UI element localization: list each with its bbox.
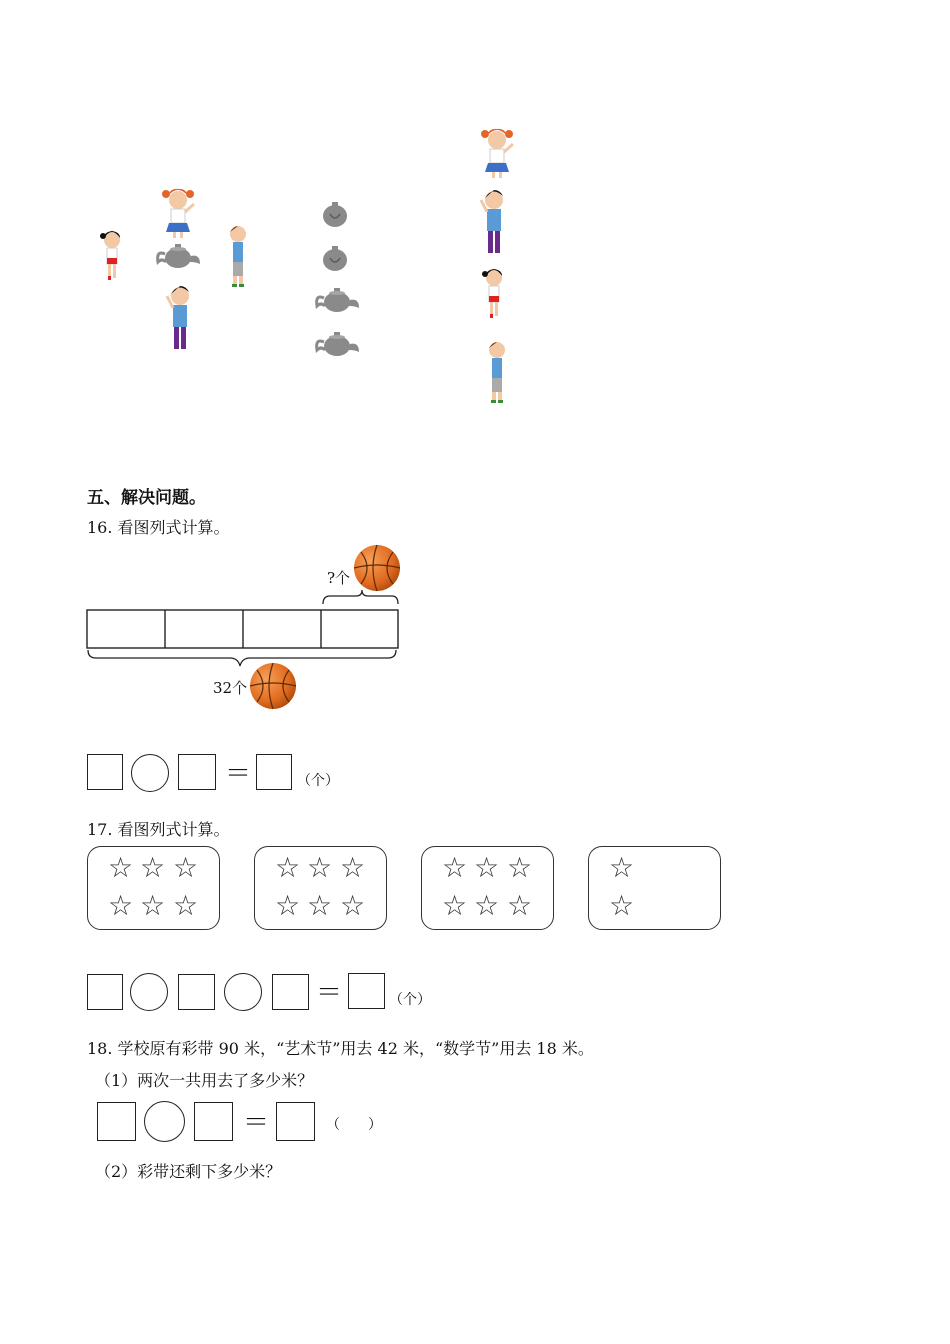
operator-circle[interactable]: [131, 754, 169, 792]
teapot-front: [323, 246, 347, 271]
boy-side: [489, 342, 505, 403]
q18-prompt: 18. 学校原有彩带 90 米，“艺术节”用去 42 米，“数学节”用去 18 米。: [87, 1039, 594, 1058]
total-label: 32个: [213, 679, 248, 697]
star-card: [254, 846, 387, 930]
star-card: [588, 846, 721, 930]
star-icon: ☆: [275, 851, 301, 884]
star-icon: ☆: [275, 889, 301, 922]
star-icon: ☆: [340, 851, 366, 884]
star-card: [421, 846, 554, 930]
star-icon: ☆: [108, 889, 134, 922]
answer-box[interactable]: [178, 754, 216, 790]
star-icon: ☆: [609, 851, 635, 884]
part-brace: [323, 590, 398, 604]
answer-box[interactable]: [276, 1102, 315, 1141]
star-icon: ☆: [173, 851, 199, 884]
answer-box[interactable]: [256, 754, 292, 790]
section-title: 五、解决问题。: [87, 488, 206, 508]
answer-box[interactable]: [348, 973, 385, 1009]
star-icon: ☆: [340, 889, 366, 922]
basketball-icon: [354, 545, 400, 591]
top-illustration: [0, 0, 950, 440]
girl-pigtails: [481, 129, 513, 178]
unit-label: （个）: [297, 773, 339, 789]
operator-circle[interactable]: [144, 1101, 185, 1142]
operator-circle[interactable]: [130, 973, 168, 1011]
star-icon: ☆: [507, 889, 533, 922]
boy-blue-shirt: [167, 286, 189, 349]
q18-sub1: （1）两次一共用去了多少米？: [95, 1071, 314, 1090]
total-brace: [88, 650, 396, 666]
star-icon: ☆: [140, 889, 166, 922]
q18-sub2: （2）彩带还剩下多少米？: [95, 1162, 282, 1181]
answer-box[interactable]: [87, 974, 123, 1010]
answer-box[interactable]: [87, 754, 123, 790]
star-icon: ☆: [474, 889, 500, 922]
star-icon: ☆: [474, 851, 500, 884]
star-icon: ☆: [507, 851, 533, 884]
q17-prompt: 17. 看图列式计算。: [87, 820, 230, 839]
star-icon: ☆: [307, 851, 333, 884]
star-icon: ☆: [108, 851, 134, 884]
answer-box[interactable]: [178, 974, 215, 1010]
boy-side: [230, 226, 246, 287]
equals-sign: ＝: [225, 759, 252, 789]
star-icon: ☆: [442, 851, 468, 884]
operator-circle[interactable]: [224, 973, 262, 1011]
teapot: [317, 288, 359, 312]
star-icon: ☆: [442, 889, 468, 922]
teapot: [317, 332, 359, 356]
star-icon: ☆: [140, 851, 166, 884]
star-icon: ☆: [609, 889, 635, 922]
teapot: [158, 244, 200, 268]
teapot-front: [323, 202, 347, 227]
star-icon: ☆: [307, 889, 333, 922]
star-card: [87, 846, 220, 930]
answer-box[interactable]: [272, 974, 309, 1010]
answer-box[interactable]: [194, 1102, 233, 1141]
q16-prompt: 16. 看图列式计算。: [87, 518, 230, 537]
unit-label: （ ）: [326, 1117, 382, 1133]
unit-label: （个）: [389, 992, 431, 1008]
girl-pigtails: [162, 189, 194, 238]
star-icon: ☆: [173, 889, 199, 922]
equals-sign: ＝: [243, 1108, 270, 1138]
equals-sign: ＝: [316, 978, 343, 1008]
boy-blue-shirt: [481, 190, 503, 253]
part-label: ?个: [327, 569, 351, 587]
girl-black-hair: [482, 269, 502, 318]
q16-diagram: [80, 540, 420, 720]
basketball-icon: [250, 663, 296, 709]
girl-black-hair: [100, 231, 120, 280]
answer-box[interactable]: [97, 1102, 136, 1141]
